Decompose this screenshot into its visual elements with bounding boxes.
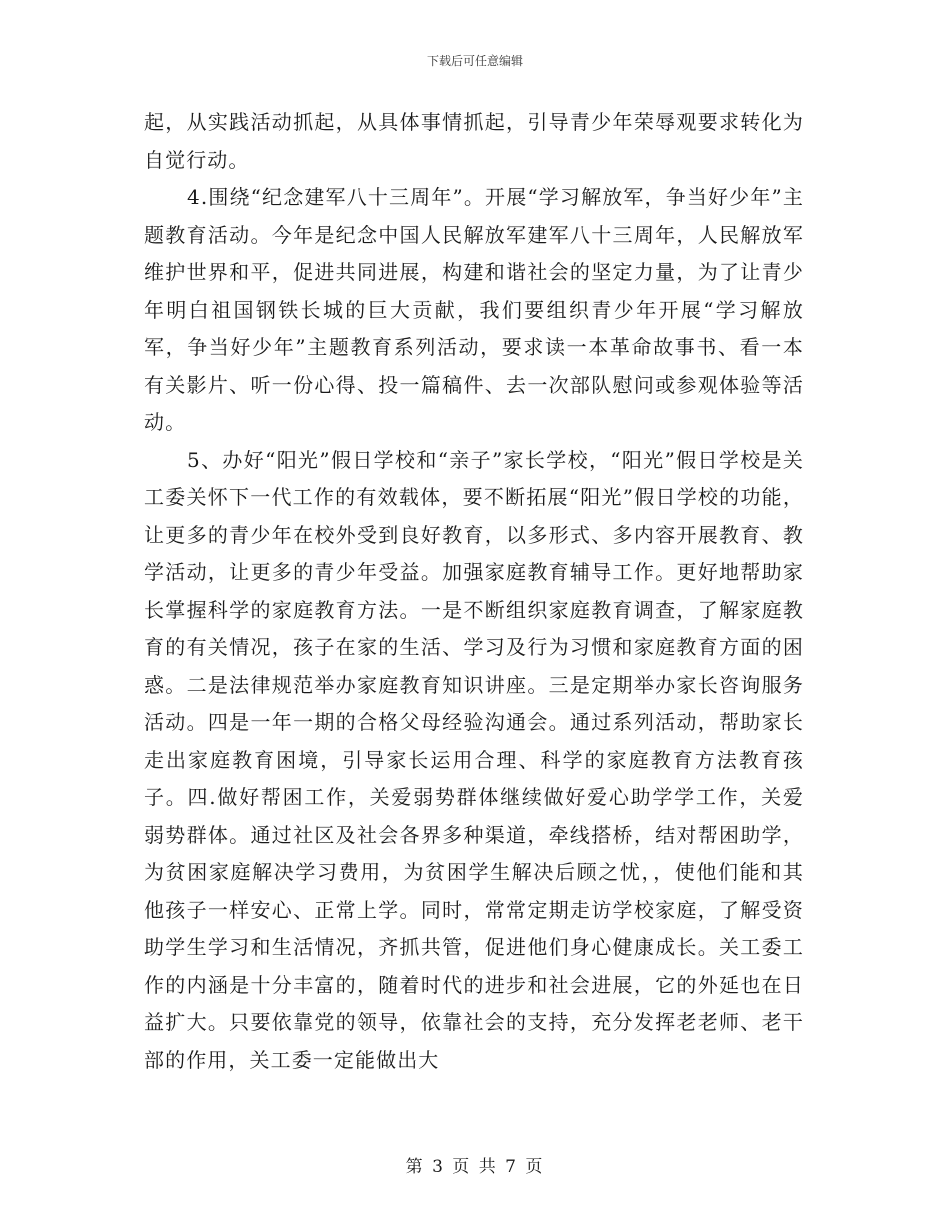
- paragraph-item-4: 4.围绕“纪念建军八十三周年”。开展“学习解放军，争当好少年”主题教育活动。今年是纪念中国人民解放军建军八十三周年，人民解放军维护世界和平，促进共同进展，构建和谐社会的坚定力量，为了让青少年明白祖国钢铁长城的巨大贡献，我们要组织青少年开展“学习解放军，争当好少年”主题教育系列活动，要求读一本革命故事书、看一本有关影片、听一份心得、投一篇稿件、去一次部队慰问或参观体验等活动。: [144, 185, 804, 434]
- paragraph-continuation: 起，从实践活动抓起，从具体事情抓起，引导青少年荣辱观要求转化为自觉行动。: [144, 110, 804, 172]
- page-number: 第 3 页 共 7 页: [405, 1157, 545, 1177]
- paragraph-item-5: 5、办好“阳光”假日学校和“亲子”家长学校，“阳光”假日学校是关工委关怀下一代工作的有效载体，要不断拓展“阳光”假日学校的功能，让更多的青少年在校外受到良好教育，以多形式、多内容开展教育、教学活动，让更多的青少年受益。加强家庭教育辅导工作。更好地帮助家长掌握科学的家庭教育方法。一是不断组织家庭教育调查，了解家庭教育的有关情况，孩子在家的生活、学习及行为习惯和家庭教育方面的困惑。二是法律规范举办家庭教育知识讲座。三是定期举办家长咨询服务活动。四是一年一期的合格父母经验沟通会。通过系列活动，帮助家长走出家庭教育困境，引导家长运用合理、科学的家庭教育方法教育孩子。四.做好帮困工作，关爱弱势群体继续做好爱心助学学工作，关爱弱势群体。通过社区及社会各界多种渠道，牵线搭桥，结对帮困助学，为贫困家庭解决学习费用，为贫困学生解决后顾之忧，，使他们能和其他孩子一样安心、正常上学。同时，常常定期走访学校家庭，了解受资助学生学习和生活情况，齐抓共管，促进他们身心健康成长。关工委工作的内涵是十分丰富的，随着时代的进步和社会进展，它的外延也在日益扩大。只要依靠党的领导，依靠社会的支持，充分发挥老老师、老干部的作用，关工委一定能做出大: [144, 447, 804, 1072]
- page-header-note: 下载后可任意编辑: [426, 54, 523, 68]
- document-body: [144, 104, 804, 1079]
